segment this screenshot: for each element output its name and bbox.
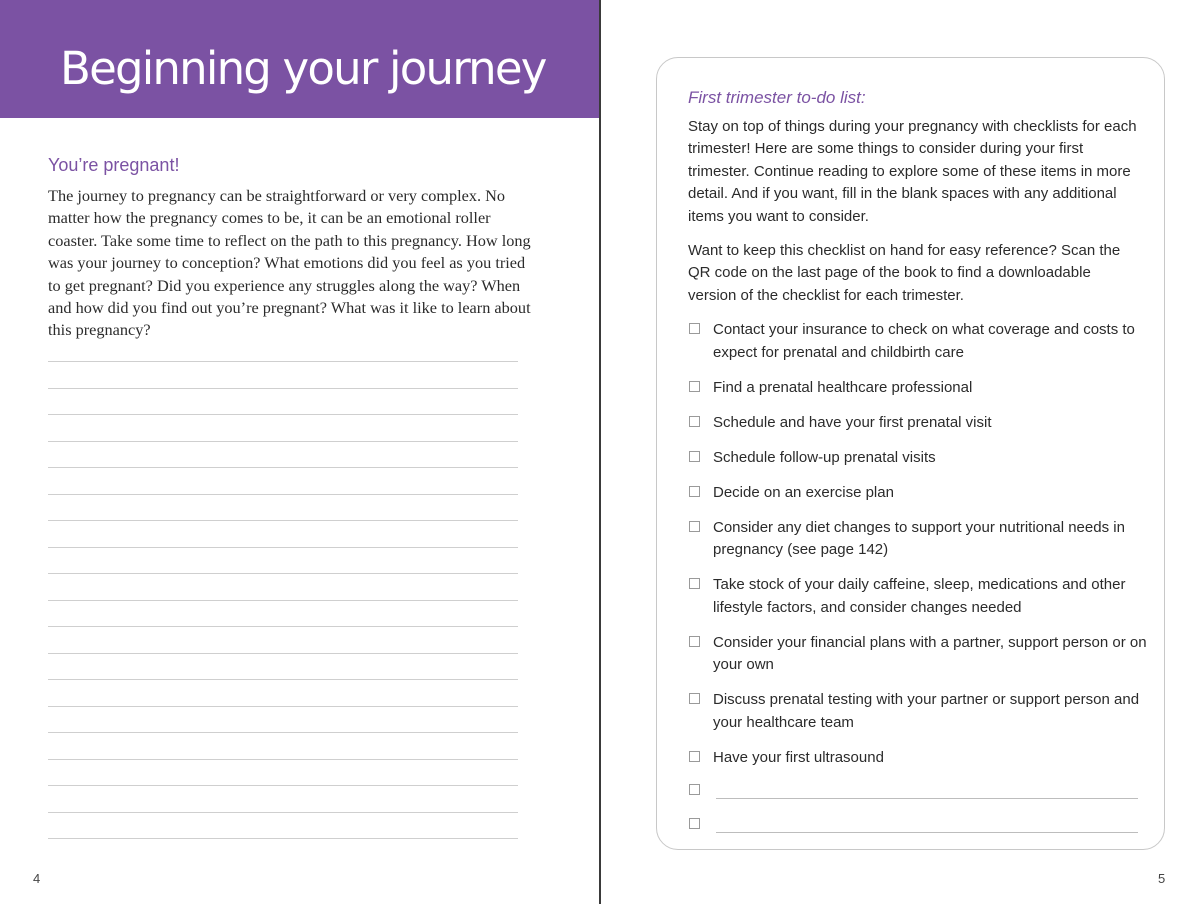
writing-line <box>48 441 518 468</box>
writing-line <box>48 732 518 759</box>
checkbox[interactable] <box>689 416 700 427</box>
writing-line <box>48 838 518 865</box>
writing-line <box>48 706 518 733</box>
checklist-item-label: Consider your financial plans with a partner, support person or on your own <box>713 633 1147 674</box>
writing-line <box>48 600 518 627</box>
section-heading: You’re pregnant! <box>48 155 180 175</box>
writing-line <box>48 361 518 388</box>
checklist-item-label: Decide on an exercise plan <box>713 483 894 501</box>
checklist-item <box>688 447 1148 470</box>
qr-code-note: Want to keep this checklist on hand for easy reference? Scan the QR code on the last page of the book to find a downloadable version of the checklist for each trimester. <box>688 242 1121 304</box>
writing-line <box>48 414 518 441</box>
title-band <box>0 0 599 118</box>
checklist-item <box>688 574 1148 619</box>
checkbox[interactable] <box>689 521 700 532</box>
checkbox[interactable] <box>689 693 700 704</box>
checkbox[interactable] <box>689 381 700 392</box>
checklist-item <box>688 482 1148 505</box>
checkbox[interactable] <box>689 486 700 497</box>
checklist-item <box>688 377 1148 400</box>
blank-checklist-item <box>688 818 1138 834</box>
writing-line <box>48 653 518 680</box>
writing-line <box>48 679 518 706</box>
blank-write-in-line[interactable] <box>716 832 1138 833</box>
checkbox[interactable] <box>689 636 700 647</box>
checklist-item-label: Schedule and have your first prenatal visit <box>713 413 992 431</box>
book-spine <box>599 0 601 904</box>
checklist-item <box>688 517 1148 562</box>
page-number-right: 5 <box>1158 871 1166 886</box>
checklist <box>688 319 1148 782</box>
blank-write-in-line[interactable] <box>716 798 1138 799</box>
writing-line <box>48 494 518 521</box>
checklist-item-label: Find a prenatal healthcare professional <box>713 378 973 396</box>
page-number-left: 4 <box>33 871 41 886</box>
reflection-prompt: The journey to pregnancy can be straightforward or very complex. No matter how the pregnancy comes to be, it can be an emotional roller coaster. Take some time to reflect on the path to this pregnancy. How long was your journey to conception? What emotions did you feel as you tried to get pregnant? Did you experience any struggles along the way? When and how did you find out you’re pregnant? What was it like to learn about this pregnancy? <box>48 186 531 340</box>
checklist-item-label: Consider any diet changes to support your nutritional needs in pregnancy (see page 142) <box>713 518 1125 559</box>
checkbox[interactable] <box>689 578 700 589</box>
writing-line <box>48 547 518 574</box>
checkbox[interactable] <box>689 818 700 829</box>
checklist-item <box>688 747 1148 770</box>
checklist-item <box>688 412 1148 435</box>
page-title: Beginning your journey <box>60 42 546 95</box>
writing-line <box>48 388 518 415</box>
writing-lines <box>48 361 518 865</box>
checklist-card <box>656 57 1165 850</box>
checkbox[interactable] <box>689 323 700 334</box>
checklist-item-label: Discuss prenatal testing with your partner or support person and your healthcare team <box>713 691 1140 731</box>
writing-line <box>48 785 518 812</box>
checkbox[interactable] <box>689 451 700 462</box>
writing-line <box>48 573 518 600</box>
writing-line <box>48 812 518 839</box>
left-page <box>0 0 599 904</box>
writing-line <box>48 467 518 494</box>
checklist-item-label: Contact your insurance to check on what coverage and costs to expect for prenatal and childbirth care <box>713 321 1135 361</box>
blank-checklist-item <box>688 784 1138 800</box>
checklist-heading: First trimester to-do list: <box>688 88 866 107</box>
checklist-item-label: Schedule follow-up prenatal visits <box>713 448 936 466</box>
writing-line <box>48 626 518 653</box>
checklist-item <box>688 319 1148 364</box>
checklist-intro: Stay on top of things during your pregnancy with checklists for each trimester! Here are some things to consider during your first trimester. Continue reading to explore some of these items in more detail. And if you want, fill in the blank spaces with any additional items you want to consider. <box>688 118 1137 225</box>
checkbox[interactable] <box>689 784 700 795</box>
checklist-item-label: Have your first ultrasound <box>713 748 884 766</box>
writing-line <box>48 759 518 786</box>
checklist-item <box>688 632 1148 677</box>
checkbox[interactable] <box>689 751 700 762</box>
checklist-item <box>688 689 1148 734</box>
writing-line <box>48 520 518 547</box>
checklist-item-label: Take stock of your daily caffeine, sleep, medications and other lifestyle factors, and consider changes needed <box>713 576 1126 616</box>
